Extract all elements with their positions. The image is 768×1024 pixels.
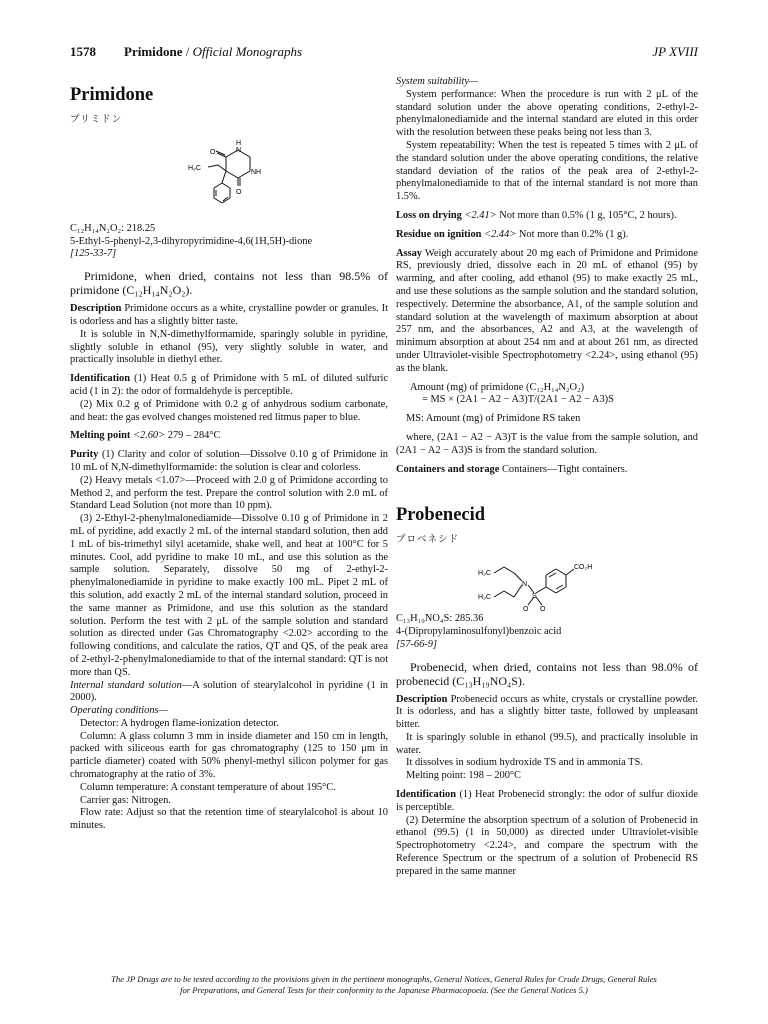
melting-point-section: Melting point <2.60> 279 – 284°C xyxy=(70,430,221,442)
assay-equation-line-1: Amount (mg) of primidone (C₁₂H₁₄N₂O₂) xyxy=(410,381,585,393)
japanese-name-probenecid: プロベネシド xyxy=(396,534,460,546)
atom-co2h: CO₂H xyxy=(574,564,593,572)
atom-o-2: O xyxy=(540,606,546,614)
cas-number-probenecid: [57-66-9] xyxy=(396,638,437,650)
description-section: Description Primidone occurs as a white, crystalline powder or granules. It is odorless and has a slightly bitter taste. xyxy=(70,303,388,327)
identification-2: (2) Mix 0.2 g of Primidone with 0.2 g of anhydrous sodium carbonate, and heat: the gas evolved changes moistened red litmus paper to blue. xyxy=(70,398,388,423)
purity-section: Purity (1) Clarity and color of solution—Dissolve 0.10 g of Primidone in 10 mL of N,N-dimethylformamide: the solution is clear and colorless. xyxy=(70,449,388,473)
content-statement: Primidone, when dried, contains not less than 98.5% of primidone (C₁₂H₁₄N₂O₂). xyxy=(70,269,388,298)
left-column xyxy=(70,74,388,833)
content-statement-probenecid: Probenecid, when dried, contains not less than 98.0% of probenecid (C₁₃H₁₉NO₄S). xyxy=(396,659,698,688)
column: Column: A glass column 3 mm in inside diameter and 150 cm in length, packed with siliceous earth for gas chromatography (125 to 150 μm in particle diameter) coated with 50% phenyl-methyl silicon polymer for gas chromatography at the ratio of 3%. xyxy=(70,730,388,781)
atom-o-left: O xyxy=(210,148,216,156)
edition-label: JP XVIII xyxy=(652,44,698,59)
page-number: 1578 xyxy=(70,44,96,59)
atom-o-right: O xyxy=(236,188,242,196)
atom-n: N xyxy=(236,146,242,154)
atom-o-1: O xyxy=(523,606,529,614)
solubility-text: It is soluble in N,N-dimethylformamide, sparingly soluble in pyridine, slightly soluble in ethanol (95), very slightly soluble in water, and practically insoluble in diethyl ether. xyxy=(70,328,388,366)
probenecid-structure xyxy=(470,551,630,613)
monograph-title-probenecid: Probenecid xyxy=(396,505,486,526)
purity-3: (3) 2-Ethyl-2-phenylmalonediamide—Dissolve 0.10 g of Primidone in 2 mL of pyridine, add exactly 2 mL of the internal standard solution, then add 1 mL of bis-trimethyl silyl acetamide, shake well, and heat at 100°C for 5 minutes. Cool, add pyridine to make 10 mL, and use this solution as the sample solution. Separately, dissolve 50 mg of 2-ethyl-2-phenylmalonediamide in pyridine to make exactly 100 mL. Pipet 2 mL of this solution, add exactly 2 mL of the internal standard solution, proceed in the same manner as Primidone, and use this solution as the standard solution. Perform the test with 2 μL of the sample solution and standard solution as directed under Gas Chromatography <2.02> according to the following conditions, and calculate the ratios, QT and QS, of the peak area of 2-ethyl-2-phenylmalonediamide to that of the internal standard: QT is not more than QS. xyxy=(70,513,388,678)
atom-nh: NH xyxy=(251,168,262,176)
running-header xyxy=(70,44,698,64)
detector: Detector: A hydrogen flame-ionization detector. xyxy=(80,717,279,729)
chemical-name-probenecid: 4-(Dipropylaminosulfonyl)benzoic acid xyxy=(396,625,562,637)
primidone-structure xyxy=(170,131,290,223)
right-column xyxy=(396,76,698,879)
system-performance: System performance: When the procedure is run with 2 μL of the standard solution under the above operating conditions, 2-ethyl-2-phenylmalonediamide and the internal standard are eluted in this order with the resolution between these peaks being not less than 3. xyxy=(396,88,698,139)
monograph-title-primidone: Primidone xyxy=(70,85,154,105)
chemical-name: 5-Ethyl-5-phenyl-2,3-dihyropyrimidine-4,6(1H,5H)-dione xyxy=(70,235,313,247)
japanese-name: プリミドン xyxy=(70,114,123,125)
assay-equation-line-2: = MS × (2A1 − A2 − A3)T/(2A1 − A2 − A3)S xyxy=(422,394,614,406)
atom-n: N xyxy=(522,581,528,589)
atom-s: S xyxy=(532,593,537,601)
header-title: Primidone / Official Monographs xyxy=(124,44,303,59)
cas-number: [125-33-7] xyxy=(70,248,117,260)
molecular-formula-probenecid: C₁₃H₁₉NO₄S: 285.36 xyxy=(396,613,484,625)
assay-section: Assay Weigh accurately about 20 mg each of Primidone and Primidone RS, previously dried, dissolve each in 20 mL of ethanol (95) by warming, and after cooling, add ethanol (95) to make exactly 25 mL, and use these solutions as the sample solution and the standard solution, respectively. Determine the absorbance, A1, of the sample solution and standard solution at the wavelength of maximum absorption at about 257 nm, and the absorbances, A2 and A3, at the wavelength of minimum absorption at about 254 nm and at about 261 nm, as directed under Ultraviolet-visible Spectrophotometry <2.24>, using ethanol (95) as the blank. xyxy=(396,247,698,374)
identification-section-probenecid: Identification (1) Heat Probenecid strongly: the odor of sulfur dioxide is perceptible. xyxy=(396,789,698,813)
internal-standard: Internal standard solution—A solution of stearylalcohol in pyridine (1 in 2000). xyxy=(70,679,388,704)
page-footer-note: The JP Drugs are to be tested according to the provisions given in the pertinent monographs, General Notices, General Rules for Crude Drugs, General Rules for Preparations, and General Tests for their conformity to the Japanese Pharmacopoeia. (See the General Notices 5.) xyxy=(111,974,657,995)
loss-on-drying-section: Loss on drying <2.41> Not more than 0.5% (1 g, 105°C, 2 hours). xyxy=(396,209,677,221)
operating-conditions-label: Operating conditions— xyxy=(70,705,168,717)
carrier-gas: Carrier gas: Nitrogen. xyxy=(80,794,171,806)
containers-section: Containers and storage Containers—Tight containers. xyxy=(396,463,628,475)
system-suitability-label: System suitability— xyxy=(396,76,479,87)
atom-h: H xyxy=(236,139,242,147)
identification-2-probenecid: (2) Determine the absorption spectrum of a solution of Probenecid in ethanol (99.5) (1 in 50,000) as directed under Ultraviolet-visible Spectrophotometry <2.24>, and compare the spectrum with the Reference Spectrum or the spectrum of a solution of Probenecid RS prepared in the same manner xyxy=(396,814,698,877)
description-section-probenecid: Description Probenecid occurs as white, crystals or crystalline powder. It is odorless, and has a slightly bitter taste, followed by unpleasant bitter. xyxy=(396,693,698,731)
solubility-2-probenecid: It dissolves in sodium hydroxide TS and in ammonia TS. xyxy=(406,757,643,769)
purity-2: (2) Heavy metals <1.07>—Proceed with 2.0 g of Primidone according to Method 2, and perform the test. Prepare the control solution with 2.0 mL of Standard Lead Solution (not more than 10 ppm). xyxy=(70,474,388,512)
molecular-formula: C₁₂H₁₄N₂O₂: 218.25 xyxy=(70,222,156,234)
assay-where: where, (2A1 − A2 − A3)T is the value from the sample solution, and (2A1 − A2 − A3)S is from the standard solution. xyxy=(396,431,698,456)
residue-on-ignition-section: Residue on ignition <2.44> Not more than 0.2% (1 g). xyxy=(396,228,629,240)
identification-section: Identification (1) Heat 0.5 g of Primidone with 5 mL of diluted sulfuric acid (1 in 2): the odor of formaldehyde is perceptible. xyxy=(70,373,388,397)
atom-h3c: H₃C xyxy=(188,164,201,172)
assay-ms-definition: MS: Amount (mg) of Primidone RS taken xyxy=(406,413,581,425)
melting-point-probenecid: Melting point: 198 – 200°C xyxy=(406,770,521,782)
atom-h3c-bottom: H₃C xyxy=(478,594,491,602)
column-temperature: Column temperature: A constant temperature of about 195°C. xyxy=(80,781,336,793)
flow-rate: Flow rate: Adjust so that the retention time of stearylalcohol is about 10 minutes. xyxy=(70,807,388,832)
solubility-1-probenecid: It is sparingly soluble in ethanol (99.5), and practically insoluble in water. xyxy=(396,731,698,756)
atom-h3c-top: H₃C xyxy=(478,570,491,578)
system-repeatability: System repeatability: When the test is repeated 5 times with 2 μL of the standard solution under the above operating conditions, the relative standard deviation of the ratios of the peak area of 2-ethyl-2-phenylmalonediamide to that of the internal standard is not more than 1.5%. xyxy=(396,139,698,203)
